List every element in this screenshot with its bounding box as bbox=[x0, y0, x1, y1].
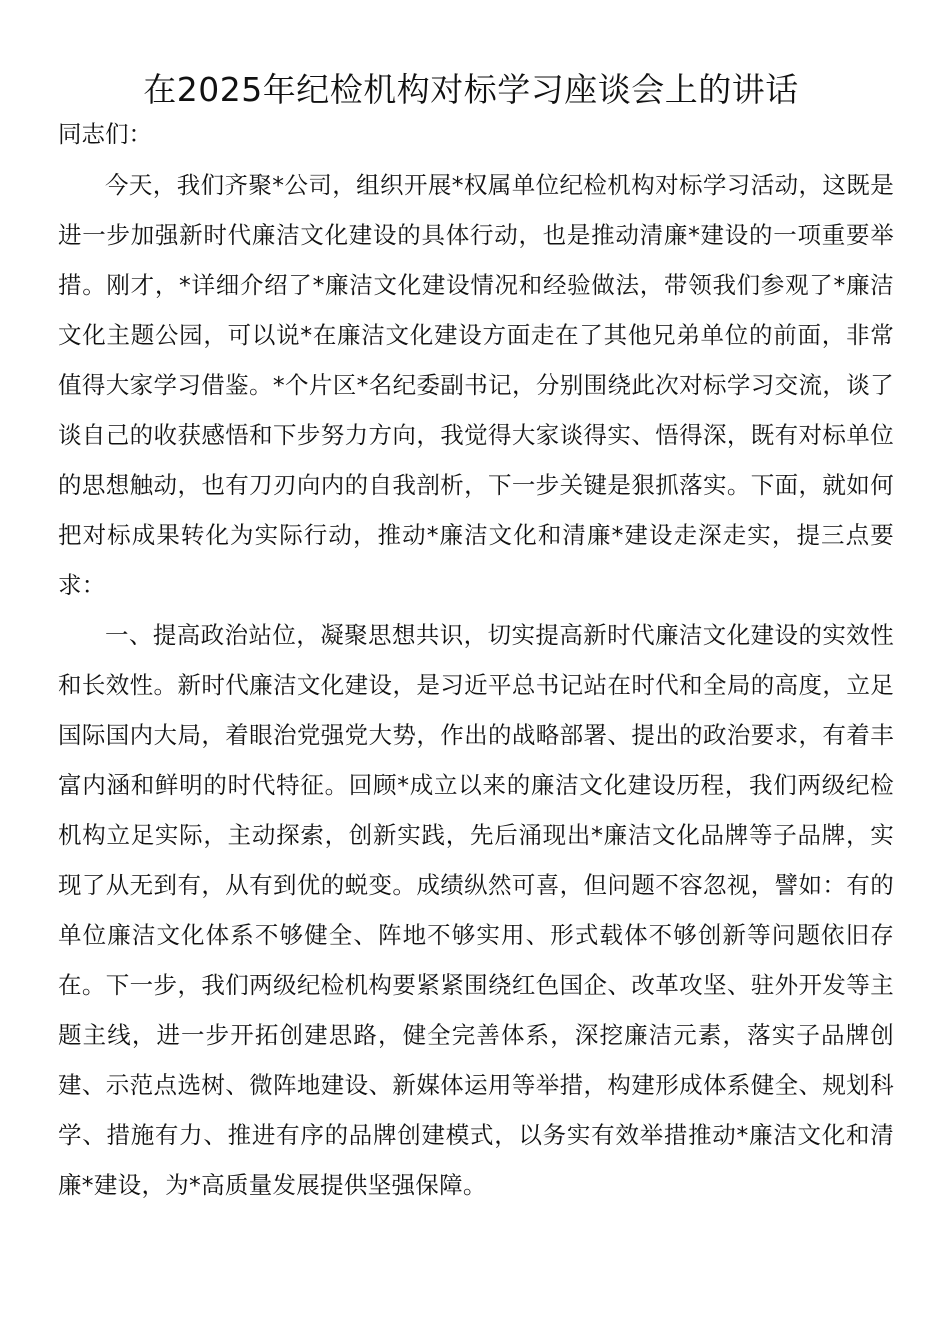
document-title: 在2025年纪检机构对标学习座谈会上的讲话 bbox=[143, 70, 799, 109]
section-heading-one: 一、提高政治站位，凝聚思想共识，切实提高新时代廉洁文化建设的实效性和长效性。 bbox=[58, 621, 894, 699]
document-page bbox=[58, 64, 894, 1210]
body-paragraph-point-one bbox=[58, 610, 894, 1210]
paragraph-text: 今天，我们齐聚*公司，组织开展*权属单位纪检机构对标学习活动，这既是进一步加强新时代廉洁文化建设的具体行动，也是推动清廉*建设的一项重要举措。刚才，*详细介绍了*廉洁文化建设情况和经验做法，带领我们参观了*廉洁文化主题公园，可以说*在廉洁文化建设方面走在了其他兄弟单位的前面，非常值得大家学习借鉴。*个片区*名纪委副书记，分别围绕此次对标学习交流，谈了谈自己的收获感悟和下步努力方向，我觉得大家谈得实、悟得深，既有对标单位的思想触动，也有刀刃向内的自我剖析，下一步关键是狠抓落实。下面，就如何把对标成果转化为实际行动，推动*廉洁文化和清廉*建设走深走实，提三点要求： bbox=[58, 171, 894, 599]
salutation: 同志们： bbox=[58, 120, 152, 148]
paragraph-text: 新时代廉洁文化建设，是习近平总书记站在时代和全局的高度，立足国际国内大局，着眼治党强党大势，作出的战略部署、提出的政治要求，有着丰富内涵和鲜明的时代特征。回顾*成立以来的廉洁文化建设历程，我们两级纪检机构立足实际，主动探索，创新实践，先后涌现出*廉洁文化品牌等子品牌，实现了从无到有，从有到优的蜕变。成绩纵然可喜，但问题不容忽视，譬如：有的单位廉洁文化体系不够健全、阵地不够实用、形式载体不够创新等问题依旧存在。下一步，我们两级纪检机构要紧紧围绕红色国企、改革攻坚、驻外开发等主题主线，进一步开拓创建思路，健全完善体系，深挖廉洁元素，落实子品牌创建、示范点选树、微阵地建设、新媒体运用等举措，构建形成体系健全、规划科学、措施有力、推进有序的品牌创建模式，以务实有效举措推动*廉洁文化和清廉*建设，为*高质量发展提供坚强保障。 bbox=[58, 671, 895, 1199]
body-paragraph-intro bbox=[58, 160, 894, 610]
